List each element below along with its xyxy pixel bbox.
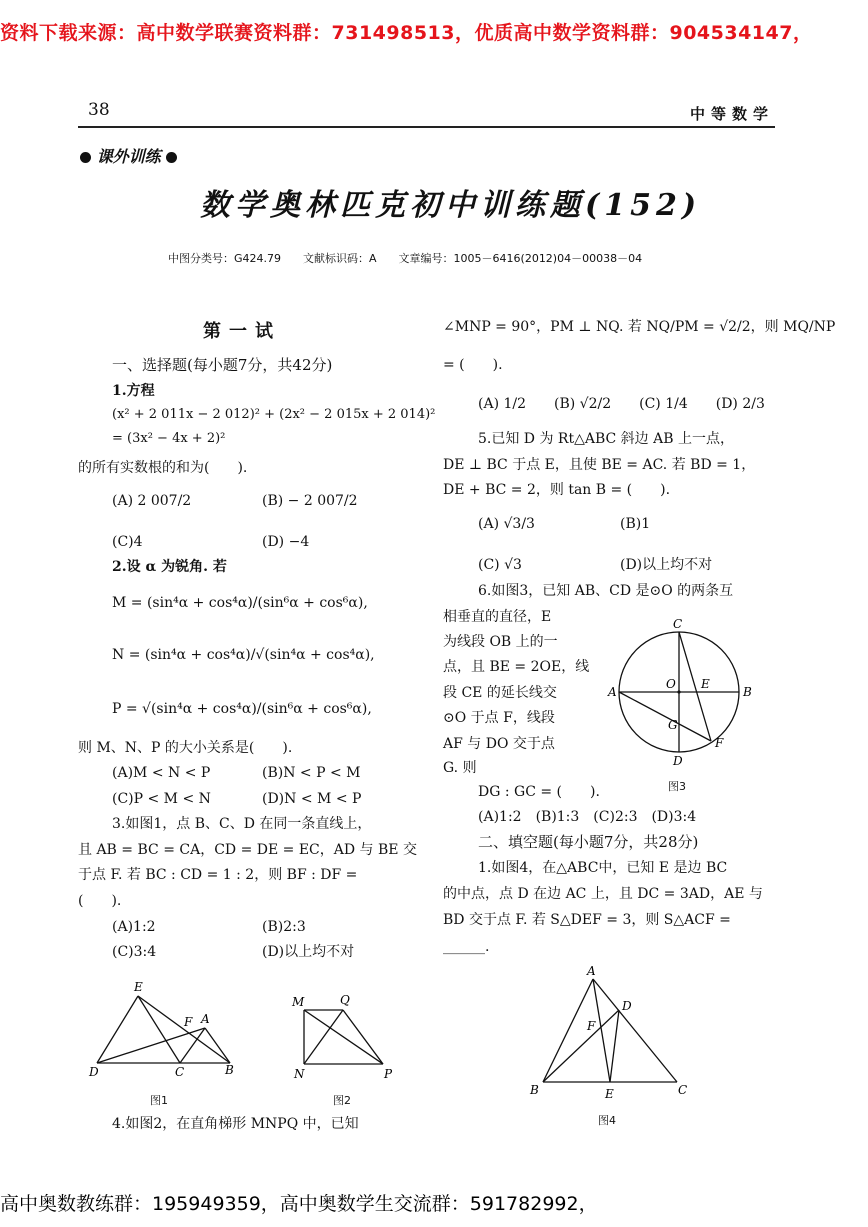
q3-option-a: (A)1:2 bbox=[112, 919, 156, 935]
q6-line1: 6.如图3，已知 AB、CD 是⊙O 的两条互 bbox=[478, 583, 734, 599]
q1-equation-line1: (x² + 2 011x − 2 012)² + (2x² − 2 015x + 2 014)² bbox=[112, 407, 436, 422]
fig3-label-g: G bbox=[668, 718, 678, 732]
f1-blank: ______. bbox=[443, 939, 490, 955]
fig1-label-b: B bbox=[225, 1063, 234, 1077]
q5-option-a: (A) √3/3 bbox=[478, 516, 535, 532]
q6-options: (A)1:2 (B)1:3 (C)2:3 (D)3:4 bbox=[478, 809, 697, 825]
figure-2-caption: 图2 bbox=[333, 1094, 351, 1107]
fig4-label-d: D bbox=[622, 999, 632, 1013]
fig4-label-e: E bbox=[605, 1087, 614, 1101]
top-banner: 资料下载来源：高中数学联赛资料群：731498513，优质高中数学资料群：904534147， bbox=[0, 22, 813, 44]
fig1-label-d: D bbox=[89, 1065, 99, 1078]
bullet-icon bbox=[80, 152, 91, 163]
figure-3 bbox=[605, 615, 765, 770]
f1-line3: BD 交于点 F. 若 S△DEF = 3，则 S△ACF = bbox=[443, 912, 731, 928]
bottom-banner: 高中奥数教练群：195949359，高中奥数学生交流群：591782992， bbox=[0, 1193, 598, 1215]
fig3-label-o: O bbox=[666, 677, 676, 691]
fig3-label-d: D bbox=[673, 754, 683, 768]
heading-first-test: 第一试 bbox=[203, 321, 281, 342]
figure-2 bbox=[288, 990, 398, 1085]
q5-line1: 5.已知 D 为 Rt△ABC 斜边 AB 上一点， bbox=[478, 431, 734, 447]
q6-line9: DG : GC = ( ). bbox=[478, 784, 600, 800]
page-number: 38 bbox=[88, 100, 110, 120]
q4-line3: = ( ). bbox=[443, 357, 503, 373]
q6-line4: 点，且 BE = 2OE，线 bbox=[443, 659, 590, 675]
f1-line1: 1.如图4，在△ABC中，已知 E 是边 BC bbox=[478, 860, 728, 876]
q1-question: 的所有实数根的和为( ). bbox=[78, 460, 248, 476]
figure-1 bbox=[85, 978, 245, 1078]
fig2-label-m: M bbox=[292, 995, 305, 1009]
q1-option-d: (D) −4 bbox=[262, 534, 310, 550]
fig3-label-a: A bbox=[608, 685, 617, 699]
fig2-label-n: N bbox=[294, 1067, 305, 1081]
fig4-label-a: A bbox=[587, 964, 596, 978]
q2-label: 2.设 α 为锐角. 若 bbox=[112, 559, 227, 575]
q3-line2: 且 AB = BC = CA，CD = DE = EC，AD 与 BE 交 bbox=[78, 842, 417, 858]
bullet-icon bbox=[166, 152, 177, 163]
q3-line4: ( ). bbox=[78, 893, 122, 909]
fig3-label-e: E bbox=[701, 677, 710, 691]
fig3-label-b: B bbox=[743, 685, 752, 699]
q3-option-b: (B)2:3 bbox=[262, 919, 306, 935]
fig3-label-c: C bbox=[673, 617, 683, 631]
q2-def-n: N = (sin⁴α + cos⁴α)/√(sin⁴α + cos⁴α), bbox=[112, 647, 375, 663]
q5-option-b: (B)1 bbox=[620, 516, 651, 532]
section-tag bbox=[80, 144, 177, 167]
fig4-label-f: F bbox=[587, 1019, 596, 1033]
q5-option-d: (D)以上均不对 bbox=[620, 557, 713, 573]
header-rule bbox=[78, 126, 775, 128]
journal-name: 中等数学 bbox=[690, 105, 775, 123]
q2-def-m: M = (sin⁴α + cos⁴α)/(sin⁶α + cos⁶α), bbox=[112, 595, 368, 611]
article-title: 数学奥林匹克初中训练题(152) bbox=[200, 188, 702, 223]
part2-heading: 二、填空题(每小题7分，共28分) bbox=[478, 833, 699, 851]
q6-line7: AF 与 DO 交于点 bbox=[443, 736, 555, 752]
q6-line5: 段 CE 的延长线交 bbox=[443, 685, 557, 701]
q3-option-c: (C)3:4 bbox=[112, 944, 157, 960]
article-meta: 中图分类号：G424.79 文献标识码：A 文章编号：1005－6416(2012)04－00038－04 bbox=[168, 252, 643, 265]
q3-line1: 3.如图1，点 B、C、D 在同一条直线上， bbox=[112, 816, 372, 832]
figure-3-caption: 图3 bbox=[668, 780, 686, 793]
fig2-label-p: P bbox=[384, 1067, 393, 1081]
q3-option-d: (D)以上均不对 bbox=[262, 944, 355, 960]
fig2-label-q: Q bbox=[340, 993, 350, 1007]
q1-option-b: (B) − 2 007/2 bbox=[262, 493, 358, 509]
q2-option-a: (A)M < N < P bbox=[112, 765, 211, 781]
q4-line1: 4.如图2，在直角梯形 MNPQ 中，已知 bbox=[112, 1116, 359, 1132]
fig1-label-e: E bbox=[134, 980, 143, 994]
q6-line6: ⊙O 于点 F，线段 bbox=[443, 710, 555, 726]
q1-equation-line2: = (3x² − 4x + 2)² bbox=[112, 431, 226, 446]
q2-option-b: (B)N < P < M bbox=[262, 765, 361, 781]
fig4-label-b: B bbox=[530, 1083, 539, 1097]
figure-4-caption: 图4 bbox=[598, 1114, 616, 1127]
q3-line3: 于点 F. 若 BC : CD = 1 : 2，则 BF : DF = bbox=[78, 867, 358, 883]
part1-heading: 一、选择题(每小题7分，共42分) bbox=[112, 356, 333, 374]
q4-options: (A) 1/2 (B) √2/2 (C) 1/4 (D) 2/3 bbox=[478, 396, 765, 412]
q5-line2: DE ⊥ BC 于点 E，且使 BE = AC. 若 BD = 1， bbox=[443, 457, 756, 473]
fig3-label-f: F bbox=[715, 736, 724, 750]
section-tag-text: 课外训练 bbox=[96, 147, 161, 166]
fig1-label-c: C bbox=[175, 1065, 185, 1078]
q1-option-a: (A) 2 007/2 bbox=[112, 493, 192, 509]
q5-option-c: (C) √3 bbox=[478, 557, 522, 573]
q1-option-c: (C)4 bbox=[112, 534, 143, 550]
q5-line3: DE + BC = 2，则 tan B = ( ). bbox=[443, 482, 671, 498]
q6-line2: 相垂直的直径，E bbox=[443, 609, 552, 625]
q2-option-c: (C)P < M < N bbox=[112, 791, 211, 807]
fig4-label-c: C bbox=[678, 1083, 688, 1097]
q1-label: 1.方程 bbox=[112, 383, 155, 399]
q2-option-d: (D)N < M < P bbox=[262, 791, 362, 807]
q6-line8: G. 则 bbox=[443, 760, 477, 776]
figure-1-caption: 图1 bbox=[150, 1094, 168, 1107]
q6-line3: 为线段 OB 上的一 bbox=[443, 634, 558, 650]
fig1-label-a: A bbox=[201, 1012, 210, 1026]
figure-4 bbox=[525, 962, 695, 1102]
q2-def-p: P = √(sin⁴α + cos⁴α)/(sin⁶α + cos⁶α), bbox=[112, 701, 372, 717]
q2-question: 则 M、N、P 的大小关系是( ). bbox=[78, 740, 293, 756]
fig1-label-f: F bbox=[184, 1015, 193, 1029]
f1-line2: 的中点，点 D 在边 AC 上，且 DC = 3AD，AE 与 bbox=[443, 886, 763, 902]
q4-line2: ∠MNP = 90°，PM ⊥ NQ. 若 NQ/PM = √2/2，则 MQ/NP bbox=[443, 319, 836, 335]
